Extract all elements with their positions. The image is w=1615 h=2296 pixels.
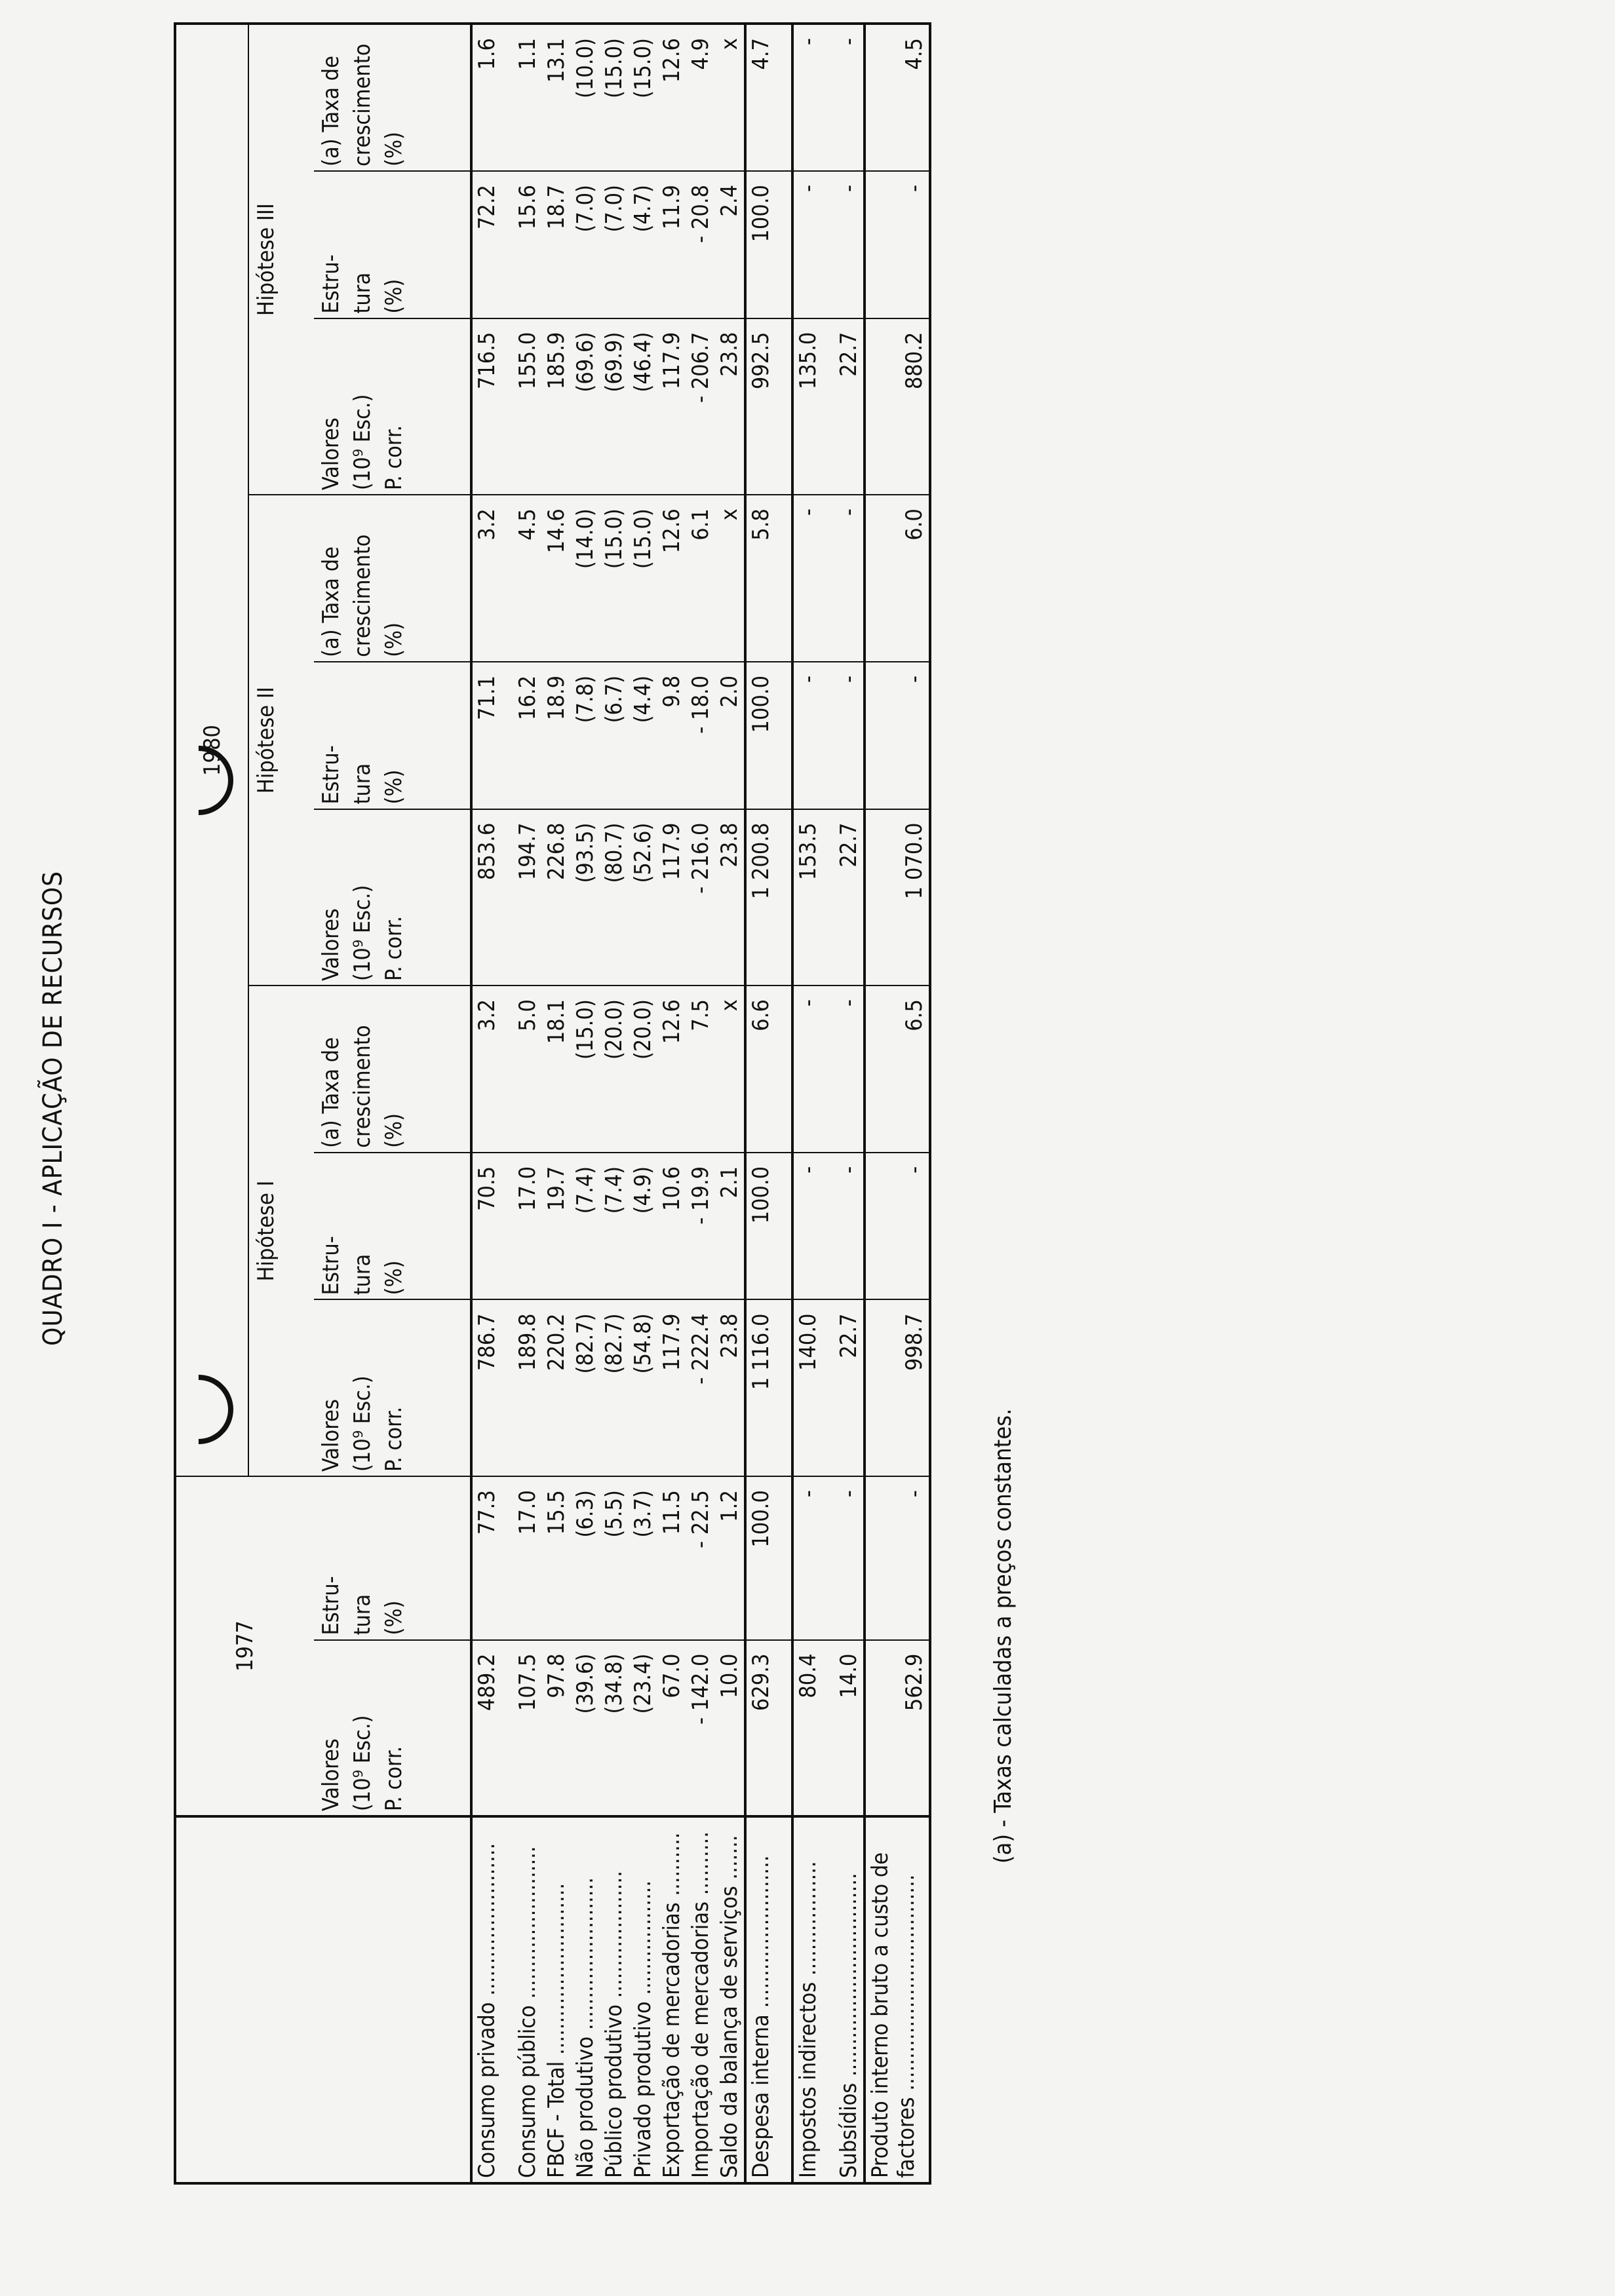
table-cell: - 216.0 [686, 809, 715, 986]
table-cell: x [715, 495, 745, 662]
subheader-estrutura [314, 1476, 471, 1640]
table-cell: - [865, 662, 930, 809]
table-cell: 185.9 [542, 318, 571, 495]
table-row [715, 24, 745, 2183]
table-body [471, 24, 930, 2183]
table-cell: - [834, 171, 865, 318]
table-cell: 14.6 [542, 495, 571, 662]
row-label [865, 1816, 930, 2183]
table-cell: 4.5 [865, 24, 930, 171]
table-row [542, 24, 571, 2183]
hypothesis-3-header: Hipótese III [248, 24, 314, 495]
table-cell: 23.8 [715, 809, 745, 986]
table-cell: 489.2 [471, 1640, 513, 1817]
row-label-line: Privado produtivo .................. [630, 1880, 656, 2178]
table-cell: - [792, 1476, 834, 1640]
table-cell: (4.7) [629, 171, 657, 318]
subheader-line: P. corr. [381, 1746, 407, 1812]
table-cell: - [865, 171, 930, 318]
subheader-line: (10⁹ Esc.) [349, 1375, 376, 1472]
table-row [657, 24, 686, 2183]
impostos-row [792, 24, 834, 2183]
table-cell: 716.5 [471, 318, 513, 495]
table-cell: 194.7 [513, 809, 542, 986]
table-cell: 6.1 [686, 495, 715, 662]
table-cell: (34.8) [600, 1640, 629, 1817]
row-label [657, 1816, 686, 2183]
table-cell: 1 200.8 [745, 809, 792, 986]
table-cell: (14.0) [571, 495, 600, 662]
table-row [571, 24, 600, 2183]
row-label-line: factores .................................. [893, 1874, 920, 2178]
footnote: (a) - Taxas calculadas a preços constantes. [990, 1408, 1017, 1864]
subheader-line: tura [349, 763, 376, 805]
subheader-line: P. corr. [381, 425, 407, 491]
table-cell: 1 116.0 [745, 1299, 792, 1476]
row-label [745, 1816, 792, 2183]
table-cell: 22.7 [834, 318, 865, 495]
row-label [542, 1816, 571, 2183]
table-cell: (6.3) [571, 1476, 600, 1640]
table-cell: 18.7 [542, 171, 571, 318]
table-cell: 189.8 [513, 1299, 542, 1476]
table-cell: - [834, 24, 865, 171]
table-cell: - [792, 171, 834, 318]
table-cell: 853.6 [471, 809, 513, 986]
table-cell: 140.0 [792, 1299, 834, 1476]
table-cell: 100.0 [745, 1476, 792, 1640]
table-cell: (23.4) [629, 1640, 657, 1817]
row-label [600, 1816, 629, 2183]
table-cell: 71.1 [471, 662, 513, 809]
table-cell: (20.0) [600, 985, 629, 1153]
table-cell: (82.7) [571, 1299, 600, 1476]
subheader-line: (a) Taxa de [318, 1037, 344, 1148]
table-cell: (54.8) [629, 1299, 657, 1476]
table-cell: 155.0 [513, 318, 542, 495]
subheader-taxa [314, 24, 471, 171]
table-cell: 15.5 [542, 1476, 571, 1640]
row-label [715, 1816, 745, 2183]
table-cell: (7.0) [600, 171, 629, 318]
table-cell: 117.9 [657, 809, 686, 986]
row-label-line: Consumo público ........................ [515, 1846, 541, 2178]
table-cell: 4.9 [686, 24, 715, 171]
subheader-line: (a) Taxa de [318, 546, 344, 657]
subheader-line: (a) Taxa de [318, 56, 344, 166]
subheader-line: (%) [381, 132, 407, 166]
table-cell: (3.7) [629, 1476, 657, 1640]
subheader-valores [314, 1640, 471, 1817]
table-cell: 23.8 [715, 1299, 745, 1476]
subheader-line: Valores [318, 908, 344, 982]
row-label-line: Não produtivo ........................ [572, 1877, 598, 2178]
table-cell: 562.9 [865, 1640, 930, 1817]
table-cell: (69.9) [600, 318, 629, 495]
table-cell: (7.0) [571, 171, 600, 318]
table-cell: (7.4) [600, 1153, 629, 1300]
table-cell: (69.6) [571, 318, 600, 495]
table-cell: 23.8 [715, 318, 745, 495]
row-label-line: FBCF - Total ........................... [543, 1883, 570, 2178]
table-cell: 135.0 [792, 318, 834, 495]
header-blank-cell [175, 1816, 471, 2183]
row-label-line: Público produtivo .................... [601, 1871, 627, 2178]
row-label [686, 1816, 715, 2183]
table-cell: - 19.9 [686, 1153, 715, 1300]
table-cell: 4.7 [745, 24, 792, 171]
table-cell: 13.1 [542, 24, 571, 171]
table-cell: 18.1 [542, 985, 571, 1153]
table-cell: 1 070.0 [865, 809, 930, 986]
hypothesis-2-header: Hipótese II [248, 495, 314, 985]
subheader-estrutura [314, 1153, 471, 1300]
table-cell: 100.0 [745, 662, 792, 809]
table-row [513, 24, 542, 2183]
table-cell: - 18.0 [686, 662, 715, 809]
row-label-line: Saldo da balança de serviços ....... [716, 1835, 743, 2178]
table-cell: - [792, 1153, 834, 1300]
table-cell: 10.0 [715, 1640, 745, 1817]
subheader-line: (%) [381, 1600, 407, 1636]
subheader-line: (10⁹ Esc.) [349, 885, 376, 982]
table-cell: 117.9 [657, 318, 686, 495]
row-label-line: Consumo privado ........................ [474, 1843, 500, 2178]
table-cell: 153.5 [792, 809, 834, 986]
row-label-line: Produto interno bruto a custo de [867, 1852, 893, 2178]
table-cell: (6.7) [600, 662, 629, 809]
row-label-line: Importação de mercadorias .......... [688, 1831, 714, 2178]
table-cell: 6.6 [745, 985, 792, 1153]
table-cell: 77.3 [471, 1476, 513, 1640]
table-cell: 22.7 [834, 809, 865, 986]
subheader-line: tura [349, 1253, 376, 1295]
table-cell: 14.0 [834, 1640, 865, 1817]
subheader-line: (%) [381, 1113, 407, 1148]
subheader-line: (10⁹ Esc.) [349, 1715, 376, 1812]
table-cell: 18.9 [542, 662, 571, 809]
subheader-valores [314, 809, 471, 986]
subheader-taxa [314, 985, 471, 1153]
table-cell: (82.7) [600, 1299, 629, 1476]
table-cell: 1.6 [471, 24, 513, 171]
table-cell: (93.5) [571, 809, 600, 986]
table-cell: - [865, 1476, 930, 1640]
subheader-line: P. corr. [381, 915, 407, 982]
table-cell: - 20.8 [686, 171, 715, 318]
page-title: QUADRO I - APLICAÇÃO DE RECURSOS [38, 870, 68, 1346]
row-label [571, 1816, 600, 2183]
table-cell: 992.5 [745, 318, 792, 495]
table-cell: (15.0) [600, 24, 629, 171]
table-cell: 880.2 [865, 318, 930, 495]
pib-row [865, 24, 930, 2183]
table-cell: 6.0 [865, 495, 930, 662]
table-cell: x [715, 985, 745, 1153]
subheader-line: (%) [381, 1260, 407, 1295]
table-cell: (46.4) [629, 318, 657, 495]
table-cell: (15.0) [629, 495, 657, 662]
table-cell: - [792, 495, 834, 662]
table-cell: 107.5 [513, 1640, 542, 1817]
table-cell: - [834, 495, 865, 662]
table-cell: 15.6 [513, 171, 542, 318]
table-row [600, 24, 629, 2183]
table-cell: - [834, 662, 865, 809]
subheader-line: tura [349, 272, 376, 314]
subheader-line: Estru- [318, 254, 344, 314]
subheader-line: (%) [381, 769, 407, 805]
table-cell: 998.7 [865, 1299, 930, 1476]
row-label-line: Subsídios ................................ [836, 1873, 862, 2178]
resource-application-table [174, 22, 931, 2185]
table-cell: (15.0) [629, 24, 657, 171]
table-cell: 12.6 [657, 985, 686, 1153]
table-row [686, 24, 715, 2183]
table-cell: 117.9 [657, 1299, 686, 1476]
table-cell: x [715, 24, 745, 171]
table-cell: 1.2 [715, 1476, 745, 1640]
table-cell: 2.0 [715, 662, 745, 809]
table-cell: - [834, 985, 865, 1153]
table-cell: 220.2 [542, 1299, 571, 1476]
table-cell: - [834, 1476, 865, 1640]
table-cell: 629.3 [745, 1640, 792, 1817]
table-cell: 72.2 [471, 171, 513, 318]
row-label [629, 1816, 657, 2183]
subheader-valores [314, 318, 471, 495]
table-cell: 70.5 [471, 1153, 513, 1300]
table-cell: 10.6 [657, 1153, 686, 1300]
table-row [629, 24, 657, 2183]
table-cell: 4.5 [513, 495, 542, 662]
subheader-line: crescimento [349, 1025, 376, 1148]
subheader-line: (10⁹ Esc.) [349, 394, 376, 491]
subheader-line: (%) [381, 278, 407, 314]
table-cell: 100.0 [745, 171, 792, 318]
table-cell: - [834, 1153, 865, 1300]
table-cell: 97.8 [542, 1640, 571, 1817]
table-cell: (7.8) [571, 662, 600, 809]
table-cell: (5.5) [600, 1476, 629, 1640]
subheader-line: Estru- [318, 1576, 344, 1636]
table-cell: 2.4 [715, 171, 745, 318]
subheader-line: tura [349, 1594, 376, 1636]
subheader-line: Estru- [318, 745, 344, 805]
table-cell: (20.0) [629, 985, 657, 1153]
table-cell: 11.9 [657, 171, 686, 318]
subheader-line: crescimento [349, 534, 376, 657]
table-cell: 786.7 [471, 1299, 513, 1476]
table-cell: 17.0 [513, 1476, 542, 1640]
row-label [792, 1816, 834, 2183]
subheader-valores [314, 1299, 471, 1476]
table-cell: - [792, 24, 834, 171]
table-cell: 22.7 [834, 1299, 865, 1476]
subheader-line: Valores [318, 1399, 344, 1472]
table-cell: (4.4) [629, 662, 657, 809]
table-cell: (4.9) [629, 1153, 657, 1300]
row-label-line: Impostos indirectos .................. [795, 1861, 821, 2178]
subheader-line: Valores [318, 417, 344, 491]
table-cell: 12.6 [657, 495, 686, 662]
table-cell: 16.2 [513, 662, 542, 809]
subheader-line: Estru- [318, 1236, 344, 1295]
subheader-line: P. corr. [381, 1406, 407, 1472]
table-cell: - 222.4 [686, 1299, 715, 1476]
despesa-row [745, 24, 792, 2183]
table-cell: 100.0 [745, 1153, 792, 1300]
table-cell: - 142.0 [686, 1640, 715, 1817]
table-cell: 3.2 [471, 985, 513, 1153]
table-cell: (15.0) [571, 985, 600, 1153]
table-cell: 3.2 [471, 495, 513, 662]
table-cell: 1.1 [513, 24, 542, 171]
subheader-estrutura [314, 171, 471, 318]
table-cell: 5.0 [513, 985, 542, 1153]
subheader-line: Valores [318, 1738, 344, 1812]
year-1980-header: 1980 [175, 24, 248, 1476]
table-cell: - 22.5 [686, 1476, 715, 1640]
table-cell: (10.0) [571, 24, 600, 171]
subheader-line: (%) [381, 622, 407, 657]
table-cell: (52.6) [629, 809, 657, 986]
hypothesis-1-header: Hipótese I [248, 985, 314, 1476]
table-cell: 11.5 [657, 1476, 686, 1640]
table-cell: (39.6) [571, 1640, 600, 1817]
row-label [471, 1816, 513, 2183]
subheader-line: crescimento [349, 43, 376, 166]
year-1977-header: 1977 [175, 1476, 314, 1816]
table-cell: 17.0 [513, 1153, 542, 1300]
subheader-taxa [314, 495, 471, 662]
table-cell: 19.7 [542, 1153, 571, 1300]
impostos-row [834, 24, 865, 2183]
row-label-line: Despesa interna ........................ [748, 1855, 774, 2178]
table-cell: - 206.7 [686, 318, 715, 495]
row-label [513, 1816, 542, 2183]
table-cell: - [792, 662, 834, 809]
table-cell: 12.6 [657, 24, 686, 171]
table-cell: 9.8 [657, 662, 686, 809]
table-cell: 5.8 [745, 495, 792, 662]
subheader-estrutura [314, 662, 471, 809]
table-cell: 226.8 [542, 809, 571, 986]
table-row [471, 24, 513, 2183]
table-cell: 7.5 [686, 985, 715, 1153]
table-cell: (7.4) [571, 1153, 600, 1300]
table-cell: - [865, 1153, 930, 1300]
table-cell: 2.1 [715, 1153, 745, 1300]
table-cell: (80.7) [600, 809, 629, 986]
table-cell: - [792, 985, 834, 1153]
row-label-line: Exportação de mercadorias .......... [659, 1832, 685, 2178]
table-cell: 67.0 [657, 1640, 686, 1817]
table-cell: (15.0) [600, 495, 629, 662]
table-cell: 6.5 [865, 985, 930, 1153]
row-label [834, 1816, 865, 2183]
table-cell: 80.4 [792, 1640, 834, 1817]
